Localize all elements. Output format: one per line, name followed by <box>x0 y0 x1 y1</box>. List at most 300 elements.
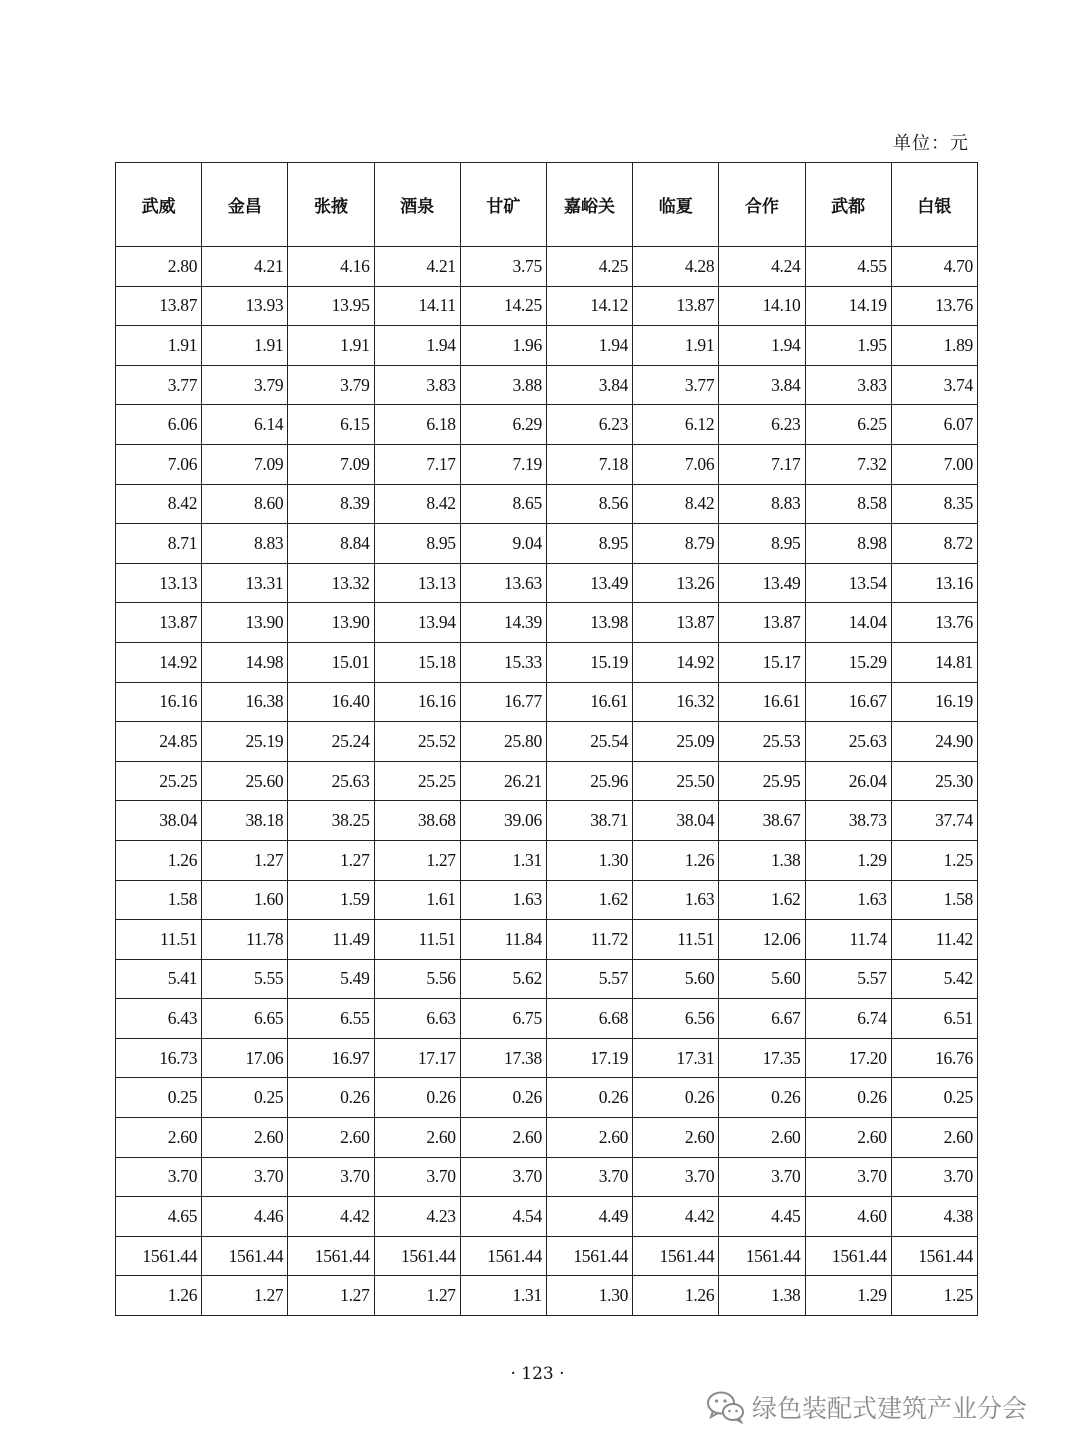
table-cell: 6.23 <box>546 405 632 445</box>
table-row <box>116 1118 978 1158</box>
table-cell: 38.67 <box>719 801 805 841</box>
table-cell: 1561.44 <box>546 1236 632 1276</box>
table-cell: 0.26 <box>374 1078 460 1118</box>
table-cell: 6.43 <box>116 999 202 1039</box>
table-cell: 0.26 <box>546 1078 632 1118</box>
table-cell: 1.31 <box>460 840 546 880</box>
table-row <box>116 1276 978 1316</box>
table-cell: 8.95 <box>546 524 632 564</box>
table-cell: 3.70 <box>374 1157 460 1197</box>
table-row <box>116 286 978 326</box>
table-cell: 13.54 <box>805 563 891 603</box>
table-cell: 25.25 <box>374 761 460 801</box>
table-cell: 1.94 <box>546 326 632 366</box>
table-cell: 1.63 <box>633 880 719 920</box>
table-cell: 4.42 <box>288 1197 374 1237</box>
column-header: 甘矿 <box>460 163 546 247</box>
table-cell: 7.18 <box>546 444 632 484</box>
table-cell: 0.26 <box>805 1078 891 1118</box>
table-cell: 6.29 <box>460 405 546 445</box>
table-cell: 1561.44 <box>719 1236 805 1276</box>
table-cell: 1.91 <box>288 326 374 366</box>
table-cell: 17.38 <box>460 1038 546 1078</box>
column-header: 酒泉 <box>374 163 460 247</box>
table-cell: 3.70 <box>288 1157 374 1197</box>
table-cell: 1.26 <box>633 840 719 880</box>
table-cell: 1.61 <box>374 880 460 920</box>
table-cell: 4.38 <box>891 1197 977 1237</box>
table-cell: 1.27 <box>202 840 288 880</box>
table-row <box>116 840 978 880</box>
table-cell: 0.25 <box>891 1078 977 1118</box>
table-cell: 16.67 <box>805 682 891 722</box>
table-cell: 6.63 <box>374 999 460 1039</box>
table-cell: 14.10 <box>719 286 805 326</box>
table-cell: 8.42 <box>633 484 719 524</box>
table-cell: 11.78 <box>202 920 288 960</box>
table-cell: 38.71 <box>546 801 632 841</box>
table-cell: 0.26 <box>288 1078 374 1118</box>
table-cell: 6.51 <box>891 999 977 1039</box>
table-cell: 2.60 <box>546 1118 632 1158</box>
table-cell: 5.57 <box>805 959 891 999</box>
table-cell: 3.84 <box>719 365 805 405</box>
table-cell: 26.21 <box>460 761 546 801</box>
table-cell: 13.87 <box>633 286 719 326</box>
table-cell: 11.51 <box>633 920 719 960</box>
table-row <box>116 1038 978 1078</box>
table-cell: 9.04 <box>460 524 546 564</box>
table-cell: 1.26 <box>116 1276 202 1316</box>
table-cell: 17.35 <box>719 1038 805 1078</box>
table-row <box>116 365 978 405</box>
table-cell: 1.91 <box>633 326 719 366</box>
table-row <box>116 247 978 287</box>
table-cell: 2.60 <box>288 1118 374 1158</box>
table-cell: 7.06 <box>116 444 202 484</box>
table-cell: 8.56 <box>546 484 632 524</box>
table-cell: 14.92 <box>633 642 719 682</box>
table-cell: 16.73 <box>116 1038 202 1078</box>
table-cell: 38.04 <box>116 801 202 841</box>
table-cell: 1.58 <box>891 880 977 920</box>
table-cell: 2.60 <box>460 1118 546 1158</box>
table-cell: 3.70 <box>719 1157 805 1197</box>
table-cell: 0.25 <box>202 1078 288 1118</box>
table-cell: 3.79 <box>288 365 374 405</box>
table-cell: 1.27 <box>288 1276 374 1316</box>
table-cell: 16.19 <box>891 682 977 722</box>
table-cell: 25.63 <box>805 722 891 762</box>
table-cell: 0.26 <box>460 1078 546 1118</box>
table-cell: 13.13 <box>374 563 460 603</box>
table-cell: 1.62 <box>719 880 805 920</box>
table-cell: 5.62 <box>460 959 546 999</box>
table-cell: 38.25 <box>288 801 374 841</box>
table-cell: 16.38 <box>202 682 288 722</box>
table-cell: 11.49 <box>288 920 374 960</box>
table-row <box>116 959 978 999</box>
table-cell: 13.13 <box>116 563 202 603</box>
column-header: 武威 <box>116 163 202 247</box>
table-cell: 25.25 <box>116 761 202 801</box>
table-cell: 26.04 <box>805 761 891 801</box>
table-cell: 2.60 <box>633 1118 719 1158</box>
table-cell: 8.60 <box>202 484 288 524</box>
table-cell: 8.83 <box>719 484 805 524</box>
table-cell: 4.65 <box>116 1197 202 1237</box>
table-cell: 3.70 <box>202 1157 288 1197</box>
table-cell: 1.63 <box>805 880 891 920</box>
table-cell: 6.14 <box>202 405 288 445</box>
table-cell: 38.04 <box>633 801 719 841</box>
unit-label: 单位：元 <box>893 133 969 154</box>
table-row <box>116 761 978 801</box>
table-cell: 8.95 <box>719 524 805 564</box>
table-cell: 25.24 <box>288 722 374 762</box>
table-cell: 13.93 <box>202 286 288 326</box>
table-cell: 13.26 <box>633 563 719 603</box>
table-cell: 1.27 <box>374 1276 460 1316</box>
table-cell: 2.60 <box>202 1118 288 1158</box>
table-cell: 1561.44 <box>374 1236 460 1276</box>
table-row <box>116 1157 978 1197</box>
table-cell: 14.11 <box>374 286 460 326</box>
table-cell: 1.95 <box>805 326 891 366</box>
table-cell: 2.60 <box>805 1118 891 1158</box>
table-cell: 8.39 <box>288 484 374 524</box>
table-cell: 13.87 <box>633 603 719 643</box>
table-cell: 13.95 <box>288 286 374 326</box>
table-cell: 11.74 <box>805 920 891 960</box>
table-cell: 1.27 <box>288 840 374 880</box>
table-cell: 24.90 <box>891 722 977 762</box>
table-cell: 37.74 <box>891 801 977 841</box>
table-cell: 3.83 <box>805 365 891 405</box>
table-cell: 16.97 <box>288 1038 374 1078</box>
table-cell: 6.06 <box>116 405 202 445</box>
table-cell: 4.21 <box>202 247 288 287</box>
column-header: 临夏 <box>633 163 719 247</box>
table-cell: 4.42 <box>633 1197 719 1237</box>
table-row <box>116 603 978 643</box>
table-cell: 5.60 <box>719 959 805 999</box>
table-cell: 4.16 <box>288 247 374 287</box>
table-cell: 25.53 <box>719 722 805 762</box>
table-cell: 25.50 <box>633 761 719 801</box>
table-cell: 38.73 <box>805 801 891 841</box>
table-cell: 11.84 <box>460 920 546 960</box>
table-cell: 13.87 <box>116 603 202 643</box>
table-cell: 1.63 <box>460 880 546 920</box>
table-cell: 25.09 <box>633 722 719 762</box>
table-cell: 4.45 <box>719 1197 805 1237</box>
table-cell: 13.49 <box>719 563 805 603</box>
table-cell: 5.49 <box>288 959 374 999</box>
table-cell: 4.23 <box>374 1197 460 1237</box>
table-cell: 7.09 <box>288 444 374 484</box>
table-cell: 11.42 <box>891 920 977 960</box>
table-cell: 15.29 <box>805 642 891 682</box>
table-cell: 6.07 <box>891 405 977 445</box>
table-cell: 6.25 <box>805 405 891 445</box>
table-cell: 1.29 <box>805 840 891 880</box>
table-cell: 1.60 <box>202 880 288 920</box>
table-cell: 6.67 <box>719 999 805 1039</box>
watermark-text: 绿色装配式建筑产业分会 <box>752 1394 1028 1423</box>
table-cell: 25.30 <box>891 761 977 801</box>
table-cell: 1.26 <box>116 840 202 880</box>
table-cell: 1.29 <box>805 1276 891 1316</box>
table-cell: 14.81 <box>891 642 977 682</box>
table-row <box>116 801 978 841</box>
table-cell: 8.42 <box>374 484 460 524</box>
table-cell: 17.20 <box>805 1038 891 1078</box>
table-cell: 1561.44 <box>202 1236 288 1276</box>
table-cell: 38.18 <box>202 801 288 841</box>
table-row <box>116 880 978 920</box>
table-cell: 14.25 <box>460 286 546 326</box>
table-cell: 1561.44 <box>891 1236 977 1276</box>
table-cell: 15.01 <box>288 642 374 682</box>
table-cell: 6.18 <box>374 405 460 445</box>
table-row <box>116 999 978 1039</box>
table-cell: 11.72 <box>546 920 632 960</box>
table-cell: 25.80 <box>460 722 546 762</box>
table-cell: 1.94 <box>719 326 805 366</box>
table-row <box>116 722 978 762</box>
table-cell: 13.49 <box>546 563 632 603</box>
table-cell: 6.74 <box>805 999 891 1039</box>
table-cell: 14.39 <box>460 603 546 643</box>
table-cell: 3.70 <box>116 1157 202 1197</box>
table-cell: 2.60 <box>374 1118 460 1158</box>
table-cell: 25.54 <box>546 722 632 762</box>
table-cell: 7.00 <box>891 444 977 484</box>
table-cell: 1.91 <box>202 326 288 366</box>
table-cell: 1.38 <box>719 840 805 880</box>
table-header-row <box>116 163 978 247</box>
table-cell: 17.19 <box>546 1038 632 1078</box>
table-cell: 1.25 <box>891 840 977 880</box>
table-cell: 14.19 <box>805 286 891 326</box>
table-body <box>116 247 978 1316</box>
table-row <box>116 682 978 722</box>
price-table <box>115 162 978 1316</box>
table-cell: 17.06 <box>202 1038 288 1078</box>
page-number: · 123 · <box>510 1364 565 1384</box>
table-cell: 15.18 <box>374 642 460 682</box>
table-cell: 1.30 <box>546 840 632 880</box>
table-row <box>116 1078 978 1118</box>
table-cell: 4.54 <box>460 1197 546 1237</box>
table-cell: 0.26 <box>719 1078 805 1118</box>
table-cell: 13.16 <box>891 563 977 603</box>
table-cell: 16.32 <box>633 682 719 722</box>
table-cell: 3.88 <box>460 365 546 405</box>
table-cell: 6.23 <box>719 405 805 445</box>
table-cell: 17.17 <box>374 1038 460 1078</box>
table-cell: 5.55 <box>202 959 288 999</box>
table-cell: 13.63 <box>460 563 546 603</box>
table-cell: 1.96 <box>460 326 546 366</box>
table-cell: 3.84 <box>546 365 632 405</box>
table-cell: 13.94 <box>374 603 460 643</box>
table-cell: 12.06 <box>719 920 805 960</box>
table-cell: 16.16 <box>374 682 460 722</box>
table-cell: 25.63 <box>288 761 374 801</box>
table-cell: 0.25 <box>116 1078 202 1118</box>
table-cell: 1561.44 <box>460 1236 546 1276</box>
table-cell: 3.77 <box>116 365 202 405</box>
table-cell: 17.31 <box>633 1038 719 1078</box>
table-cell: 7.09 <box>202 444 288 484</box>
table-cell: 1.26 <box>633 1276 719 1316</box>
table-cell: 25.60 <box>202 761 288 801</box>
table-cell: 1.91 <box>116 326 202 366</box>
table-cell: 16.76 <box>891 1038 977 1078</box>
table-cell: 13.31 <box>202 563 288 603</box>
table-cell: 6.15 <box>288 405 374 445</box>
table-cell: 5.57 <box>546 959 632 999</box>
table-cell: 1.94 <box>374 326 460 366</box>
table-cell: 8.83 <box>202 524 288 564</box>
table-cell: 1561.44 <box>116 1236 202 1276</box>
table-cell: 3.75 <box>460 247 546 287</box>
table-cell: 3.79 <box>202 365 288 405</box>
table-cell: 3.70 <box>460 1157 546 1197</box>
table-cell: 1.58 <box>116 880 202 920</box>
table-cell: 13.32 <box>288 563 374 603</box>
table-cell: 13.90 <box>202 603 288 643</box>
table-cell: 4.70 <box>891 247 977 287</box>
table-cell: 11.51 <box>374 920 460 960</box>
column-header: 白银 <box>891 163 977 247</box>
table-cell: 13.76 <box>891 603 977 643</box>
table-row <box>116 1236 978 1276</box>
table-cell: 15.19 <box>546 642 632 682</box>
table-cell: 39.06 <box>460 801 546 841</box>
table-cell: 14.04 <box>805 603 891 643</box>
table-cell: 25.95 <box>719 761 805 801</box>
table-cell: 0.26 <box>633 1078 719 1118</box>
table-row <box>116 444 978 484</box>
table-row <box>116 920 978 960</box>
table-cell: 15.33 <box>460 642 546 682</box>
table-cell: 8.58 <box>805 484 891 524</box>
table-cell: 13.90 <box>288 603 374 643</box>
table-cell: 13.98 <box>546 603 632 643</box>
table-cell: 16.77 <box>460 682 546 722</box>
table-cell: 6.56 <box>633 999 719 1039</box>
wechat-icon <box>706 1390 746 1424</box>
table-cell: 25.52 <box>374 722 460 762</box>
table-cell: 1.30 <box>546 1276 632 1316</box>
table-cell: 1561.44 <box>633 1236 719 1276</box>
table-cell: 4.55 <box>805 247 891 287</box>
table-cell: 4.24 <box>719 247 805 287</box>
table-cell: 3.70 <box>546 1157 632 1197</box>
table-cell: 8.72 <box>891 524 977 564</box>
table-cell: 7.32 <box>805 444 891 484</box>
table-row <box>116 1197 978 1237</box>
column-header: 武都 <box>805 163 891 247</box>
table-cell: 1.27 <box>202 1276 288 1316</box>
table-cell: 2.60 <box>116 1118 202 1158</box>
table-cell: 15.17 <box>719 642 805 682</box>
table-cell: 6.75 <box>460 999 546 1039</box>
column-header: 合作 <box>719 163 805 247</box>
table-row <box>116 405 978 445</box>
table-cell: 3.70 <box>805 1157 891 1197</box>
table-cell: 7.17 <box>719 444 805 484</box>
table-cell: 7.19 <box>460 444 546 484</box>
column-header: 张掖 <box>288 163 374 247</box>
table-cell: 8.79 <box>633 524 719 564</box>
table-cell: 6.65 <box>202 999 288 1039</box>
table-cell: 25.19 <box>202 722 288 762</box>
table-cell: 8.65 <box>460 484 546 524</box>
table-cell: 1.27 <box>374 840 460 880</box>
table-cell: 4.21 <box>374 247 460 287</box>
table-cell: 14.12 <box>546 286 632 326</box>
table-cell: 2.80 <box>116 247 202 287</box>
table-cell: 3.70 <box>633 1157 719 1197</box>
column-header: 金昌 <box>202 163 288 247</box>
table-cell: 16.40 <box>288 682 374 722</box>
table-cell: 13.76 <box>891 286 977 326</box>
table-cell: 4.46 <box>202 1197 288 1237</box>
table-cell: 6.55 <box>288 999 374 1039</box>
table-cell: 8.35 <box>891 484 977 524</box>
table-cell: 8.98 <box>805 524 891 564</box>
table-cell: 16.16 <box>116 682 202 722</box>
table-cell: 3.83 <box>374 365 460 405</box>
table-cell: 4.25 <box>546 247 632 287</box>
table-cell: 5.42 <box>891 959 977 999</box>
table-cell: 3.77 <box>633 365 719 405</box>
table-row <box>116 563 978 603</box>
table-cell: 25.96 <box>546 761 632 801</box>
table-cell: 2.60 <box>719 1118 805 1158</box>
table-cell: 1.89 <box>891 326 977 366</box>
table-row <box>116 524 978 564</box>
table-cell: 7.17 <box>374 444 460 484</box>
table-cell: 5.41 <box>116 959 202 999</box>
table-cell: 14.92 <box>116 642 202 682</box>
table-cell: 1.31 <box>460 1276 546 1316</box>
table-cell: 13.87 <box>719 603 805 643</box>
table-cell: 3.74 <box>891 365 977 405</box>
table-cell: 1.38 <box>719 1276 805 1316</box>
table-cell: 24.85 <box>116 722 202 762</box>
table-cell: 4.28 <box>633 247 719 287</box>
table-cell: 6.68 <box>546 999 632 1039</box>
table-cell: 1.25 <box>891 1276 977 1316</box>
table-row <box>116 642 978 682</box>
table-cell: 16.61 <box>546 682 632 722</box>
table-cell: 8.71 <box>116 524 202 564</box>
table-cell: 1561.44 <box>288 1236 374 1276</box>
table-cell: 4.49 <box>546 1197 632 1237</box>
table-row <box>116 484 978 524</box>
table-cell: 38.68 <box>374 801 460 841</box>
table-cell: 2.60 <box>891 1118 977 1158</box>
table-cell: 3.70 <box>891 1157 977 1197</box>
table-cell: 4.60 <box>805 1197 891 1237</box>
column-header: 嘉峪关 <box>546 163 632 247</box>
table-cell: 1561.44 <box>805 1236 891 1276</box>
